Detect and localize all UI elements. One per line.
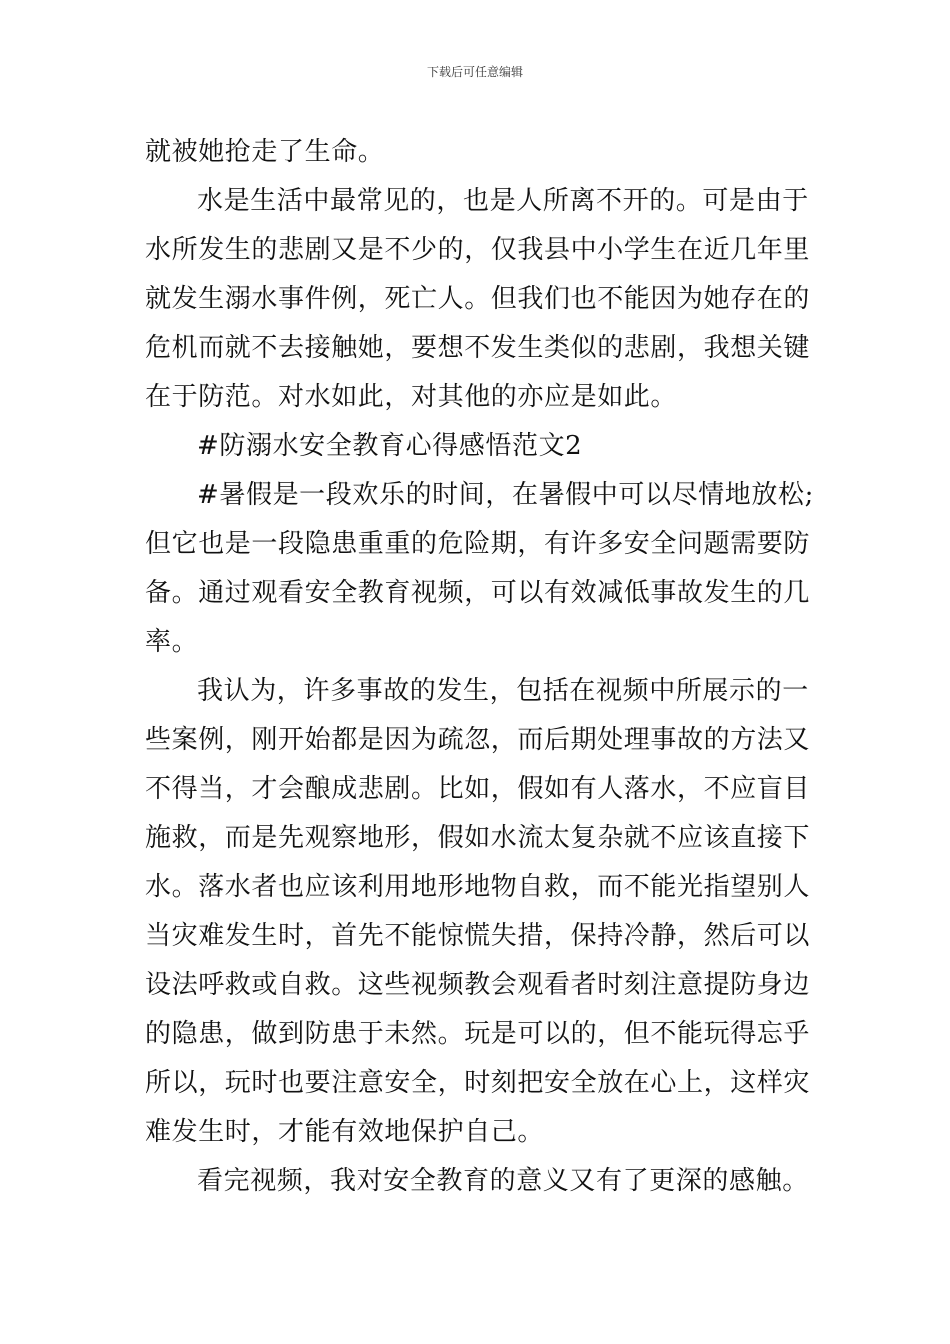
text-line: 难发生时，才能有效地保护自己。 xyxy=(145,1117,545,1147)
text-line: 设法呼救或自救。这些视频教会观看者时刻注意提防身边 xyxy=(145,970,811,1000)
text-line: 水。落水者也应该利用地形地物自救，而不能光指望别人 xyxy=(145,872,811,902)
paragraph-start-line: 看完视频，我对安全教育的意义又有了更深的感触。 xyxy=(197,1166,809,1196)
text-line: 危机而就不去接触她，要想不发生类似的悲剧，我想关键 xyxy=(145,333,811,363)
paragraph-start-line: #暑假是一段欢乐的时间，在暑假中可以尽情地放松; xyxy=(197,480,814,510)
paragraph-start-line: 水是生活中最常见的，也是人所离不开的。可是由于 xyxy=(197,186,809,216)
page-header: 下载后可任意编辑 xyxy=(426,65,523,79)
text-line: 备。通过观看安全教育视频，可以有效减低事故发生的几 xyxy=(145,578,811,608)
text-line: 些案例，刚开始都是因为疏忽，而后期处理事故的方法又 xyxy=(145,725,811,755)
text-line: 在于防范。对水如此，对其他的亦应是如此。 xyxy=(145,382,678,412)
text-line: 所以，玩时也要注意安全，时刻把安全放在心上，这样灾 xyxy=(145,1068,811,1098)
paragraph-start-line: 我认为，许多事故的发生，包括在视频中所展示的一 xyxy=(197,676,809,706)
text-line: 施救，而是先观察地形，假如水流太复杂就不应该直接下 xyxy=(145,823,811,853)
text-line: 就发生溺水事件例，死亡人。但我们也不能因为她存在的 xyxy=(145,284,811,314)
text-line: 水所发生的悲剧又是不少的，仅我县中小学生在近几年里 xyxy=(145,235,811,265)
text-line: 率。 xyxy=(145,627,199,657)
text-line: 不得当，才会酿成悲剧。比如，假如有人落水，不应盲目 xyxy=(145,774,811,804)
text-line: 但它也是一段隐患重重的危险期，有许多安全问题需要防 xyxy=(145,529,811,559)
document-body xyxy=(145,128,814,1206)
text-line: 就被她抢走了生命。 xyxy=(145,137,385,167)
text-line: 的隐患，做到防患于未然。玩是可以的，但不能玩得忘乎 xyxy=(145,1019,811,1049)
section-heading: #防溺水安全教育心得感悟范文2 xyxy=(197,431,583,461)
text-line: 当灾难发生时，首先不能惊慌失措，保持冷静，然后可以 xyxy=(145,921,811,951)
